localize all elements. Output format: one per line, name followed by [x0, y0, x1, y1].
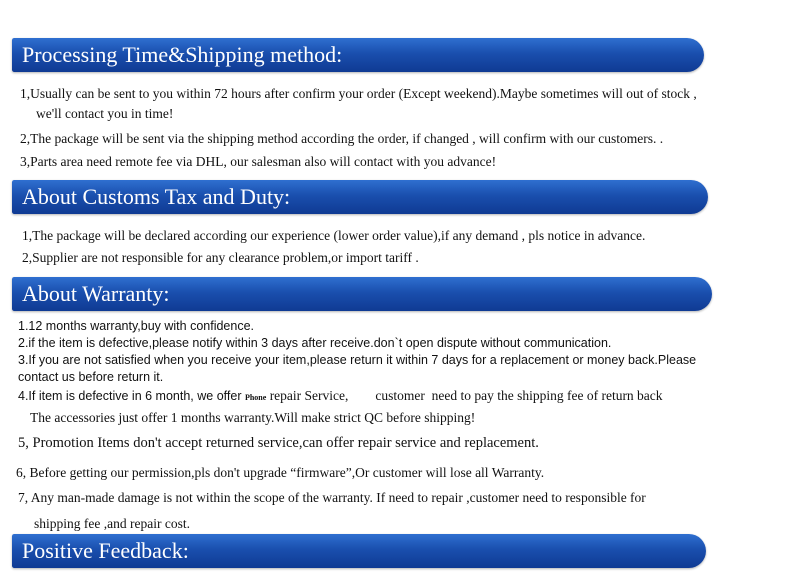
customs-title: About Customs Tax and Duty:	[22, 184, 291, 209]
warranty-line-4-b: repair Service, customer need to pay the shipping fee of return back	[266, 388, 663, 403]
processing-banner	[12, 38, 704, 72]
processing-line-2: 2,The package will be sent via the shipping method according the order, if changed , will confirm with our customers. .	[20, 131, 664, 146]
warranty-line-7-cont: shipping fee ,and repair cost.	[34, 516, 190, 531]
warranty-line-3: 3.If you are not satisfied when you receive your item,please return it within 7 days for a replacement or money back.Please	[18, 353, 697, 367]
processing-title: Processing Time&Shipping method:	[22, 42, 343, 67]
feedback-title: Positive Feedback:	[22, 538, 189, 563]
warranty-title: About Warranty:	[22, 281, 170, 306]
warranty-line-7: 7, Any man-made damage is not within the scope of the warranty. If need to repair ,customer need to responsible for	[18, 490, 646, 505]
warranty-line-1: 1.12 months warranty,buy with confidence.	[18, 319, 255, 333]
warranty-line-4-phone: Phone	[244, 393, 267, 402]
warranty-line-4-cont: The accessories just offer 1 months warranty.Will make strict QC before shipping!	[30, 410, 476, 425]
warranty-line-6: 6, Before getting our permission,pls don't upgrade “firmware”,Or customer will lose all Warranty.	[16, 465, 545, 480]
warranty-line-5: 5, Promotion Items don't accept returned service,can offer repair service and replacement.	[18, 435, 539, 451]
warranty-line-2: 2.if the item is defective,please notify within 3 days after receive.don`t open dispute without communication.	[18, 336, 612, 350]
processing-line-3: 3,Parts area need remote fee via DHL, our salesman also will contact with you advance!	[20, 154, 497, 169]
customs-banner	[12, 180, 708, 214]
processing-line-1-cont: we'll contact you in time!	[36, 106, 174, 121]
warranty-line-4-a: 4.If item is defective in 6 month, we offer	[18, 389, 245, 403]
feedback-banner	[12, 534, 706, 568]
customs-line-1: 1,The package will be declared according our experience (lower order value),if any demand , pls notice in advance.	[22, 228, 646, 243]
warranty-banner	[12, 277, 712, 311]
customs-line-2: 2,Supplier are not responsible for any clearance problem,or import tariff .	[22, 250, 419, 265]
processing-line-1: 1,Usually can be sent to you within 72 hours after confirm your order (Except weekend).Maybe sometimes will out of stock ,	[20, 86, 697, 101]
warranty-line-3-cont: contact us before return it.	[18, 370, 164, 384]
warranty-line-4	[18, 388, 663, 404]
